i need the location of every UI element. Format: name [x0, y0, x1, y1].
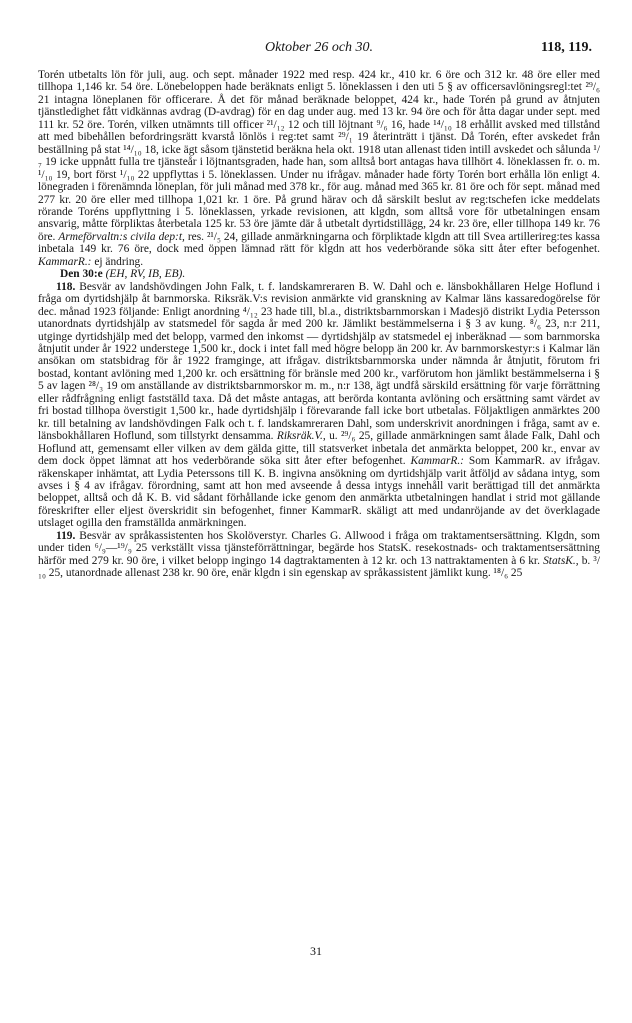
case-118-authority: Riksräk.V.,	[276, 430, 326, 443]
date-label: Den 30:e	[60, 268, 103, 281]
running-header	[38, 40, 600, 62]
case-117-authority: Armeförvaltn:s civila dep:t,	[58, 230, 185, 243]
case-117-court: KammarR.:	[38, 255, 92, 268]
case-118-number: 118.	[56, 280, 76, 293]
case-119-ruling: b. ³/₁₀ 25, utanordnade allenast 238 kr. 90 öre, enär klgdn i sin egenskap av språkassistent jämlikt kung. ¹⁸/₆ 25	[38, 554, 600, 580]
case-117-ruling: res. ²¹/₅ 24, gillade anmärkningarna och förpliktade klgdn att till Svea artillerireg:tes kassa inbetala 149 kr. 76 öre, dock med öppen lämnad rätt för klgdn att hos vederbörande söka sitt åter efter befogenhet.	[38, 230, 600, 256]
case-117-continuation	[38, 69, 600, 268]
case-118-ruling: u. ²⁹/₆ 25, gillade anmärkningen samt ålade Falk, Dahl och Hoflund att, gemensamt eller vilken av dem gälda gitte, till statsverket inbetala det anmärkta beloppet, 200 kr., envar av dem dock öppet lämnat att hos vederbörande söka sitt åter efter befogenhet.	[38, 430, 600, 468]
case-118	[38, 281, 600, 530]
date-heading	[38, 268, 600, 280]
page-number: 31	[310, 944, 322, 958]
section-numbers: 118, 119.	[541, 40, 592, 55]
case-118-court-decision: Som KammarR. av ifrågav. räkenskaper inhämtat, att Lydia Peterssons till K. B. ingivna ansökning om dyrtidshjälp varit åtföljd av sådana intyg, som avses i § 4 av ifrågav. förordning, samt att hon med avseende å dessa intygs innehåll varit berättigad till det anmärkta beloppet, alltså och då K. B. vid sådant förhållande icke genom den anmärkta utbetalningen handlat i strid mot gällande föreskrifter eller eljest överskridit sin befogenhet, finner KammarR. skäligt att med undanröjande av det överklagade utslaget ogilla den framställda anmärkningen.	[38, 455, 600, 530]
case-119-number: 119.	[56, 529, 76, 542]
date-panel: (EH, RV, IB, EB).	[105, 268, 186, 281]
case-118-court: KammarR.:	[410, 455, 464, 468]
case-119-authority: StatsK.,	[543, 554, 579, 567]
running-title: Oktober 26 och 30.	[264, 40, 374, 55]
case-118-text: Besvär av landshövdingen John Falk, t. f. landskamreraren B. W. Dahl och e. länsbokhållaren Helge Hoflund i fråga om dyrtidshjälp åt barnmorska. Riksräk.V:s revision anmärkte vid granskning av Kalmar läns kassaredogörelse för dec. månad 1923 följande: Enligt anordning ⁴/₁₂ 23 hade till, bl.a., distriktsbarnmorskan i Madesjö distrikt Lydia Petersson utanordnats dyrtidshjälp av statsmedel för sagda år med 200 kr. Jämlikt bestämmelserna i § 3 av kung. ⁸/₆ 23, n:r 211, utginge dyrtidshjälp med det belopp, varmed den inkomst — dyrtidshjälp av statsmedel ej inberäknad — som barnmorska åtnjutit under år 1922 understege 1,500 kr., dock i intet fall med högre belopp än 200 kr. Av barnmorskestyr:s i Kalmar län ansökan om statsbidrag för år 1922 framginge, att ifrågav. distriktsbarnmorska under nämnda år åtnjutit, förutom fri bostad, kontant avlöning med 1,200 kr. och ersättning för bränsle med 200 kr., varförutom hon jämlikt bestämmelserna i § 5 av lagen ²⁸/₃ 19 om anställande av distriktsbarnmorskor m. m., n:r 138, ägt undfå särskild ersättning för varje förrättning eller rådfrågning enligt fastställd taxa. Då det måste antagas, att berörda kontanta avlöning och ersättning samt värdet av fri bostad tillhopa överstigit 1,500 kr., hade dyrtidshjälp i förevarande fall icke bort utbetalas. Följaktligen anmärktes 200 kr. till betalning av landshövdingen Falk och t. f. landskamreraren Dahl, som underskrivit anordningen i fråga, samt av e. länsbokhållaren Hoflund, som tillstyrkt densamma.	[38, 280, 600, 443]
case-119	[38, 530, 600, 580]
case-117-text: Torén utbetalts lön för juli, aug. och sept. månader 1922 med resp. 424 kr., 410 kr. 6 öre och 312 kr. 48 öre eller med tillhopa 1,146 kr. 54 öre. Lönebeloppen hade beräknats enligt 5. löneklassen i den uti 5 § av officersavlöningsregl:tet ²⁹/₆ 21 intagna löneplanen för officerare. Å det för månad beräknade beloppet, 424 kr., hade Torén på grund av åtnjuten tjänstledighet fått vidkännas avdrag (D-avdrag) för en dag under aug. med 13 kr. 94 öre och för åtta dagar under sept. med 111 kr. 52 öre. Torén, vilken utnämnts till officer ²¹/₁₂ 12 och till löjtnant ⁹/₆ 16, hade ¹⁴/₁₀ 18 erhållit avsked med tillstånd att med bibehållen befordringsrätt kvarstå lönlös i reg:tet samt ²⁹/₁ 19 återinträtt i tjänst. Då Torén, efter avskedet från beställning på stat ¹⁴/₁₀ 18, icke ägt såsom tjänstetid beräkna hela okt. 1918 utan allenast tiden intill avskedet och sålunda ¹/₇ 19 icke uppnått fulla tre tjänsteår i löjtnantsgraden, hade han, som alltså bort antagas hava tillhört 4. löneklassen fr. o. m. ¹/₁₀ 19, bort först ¹/₁₀ 22 uppflyttas i 5. löneklassen. Under nu ifrågav. månader hade förty Torén bort erhålla lön enligt 4. lönegraden i förenämnda löneplan, för juli månad med 378 kr., för aug. månad med 365 kr. 81 öre och för sept. månad med 277 kr. 20 öre eller med tillhopa 1,021 kr. 1 öre. På grund härav och då särskilt beslut av reg:tschefen icke meddelats rörande Toréns uppflyttning i 5. löneklassen, yrkade revisionen, att klgdn, som alltså vore för utbetalningen ensam ansvarig, måtte förpliktas återbetala 125 kr. 53 öre jämte där å utbetalt dyrtidstillägg, 24 kr. 23 öre, eller tillhopa 149 kr. 76 öre.	[38, 69, 600, 243]
case-119-text: Besvär av språkassistenten hos Skolöverstyr. Charles G. Allwood i fråga om traktamentsersättning. Klgdn, som under tiden ⁶/₉—¹⁹/₉ 25 verkställt vissa tjänsteförrättningar, begärde hos StatsK. resekostnads- och traktamentsersättning härför med 279 kr. 90 öre, i vilket belopp ingingo 14 dagtraktamenten à 12 kr. och 13 nattraktamenten à 6 kr.	[38, 529, 600, 567]
case-117-court-decision: ej ändring.	[94, 255, 144, 268]
